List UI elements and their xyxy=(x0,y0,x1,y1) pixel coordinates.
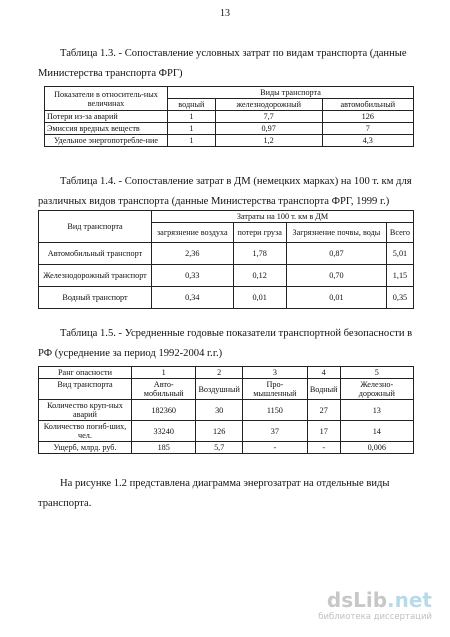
table-cell: 0,006 xyxy=(340,442,413,454)
watermark-logo-tld: .net xyxy=(387,588,432,612)
table-cell: - xyxy=(242,442,307,454)
table-cell: 33240 xyxy=(132,421,196,442)
table-cell: 0,34 xyxy=(152,287,234,309)
table-cell: 1150 xyxy=(242,400,307,421)
dslib-watermark xyxy=(318,588,432,624)
table-1-4 xyxy=(38,210,414,309)
table-row xyxy=(39,287,414,309)
table-cell: 1 xyxy=(168,123,216,135)
row-label: Количество погиб-ших, чел. xyxy=(39,421,132,442)
transport-type-header: Про-мышленный xyxy=(242,379,307,400)
row-label: Количество круп-ных аварий xyxy=(39,400,132,421)
table-cell: 27 xyxy=(307,400,340,421)
table3-type-label: Вид транспорта xyxy=(39,379,132,400)
table-cell: 1 xyxy=(168,111,216,123)
table-cell: 5,01 xyxy=(386,243,413,265)
table-row xyxy=(45,135,414,147)
closing-line2: транспорта. xyxy=(38,498,92,509)
watermark-logo xyxy=(327,588,432,612)
table-cell: 0,87 xyxy=(286,243,386,265)
closing-line1: На рисунке 1.2 представлена диаграмма энергозатрат на отдельные виды xyxy=(60,478,390,489)
table1-col-header: автомобильный xyxy=(322,99,413,111)
transport-type-header: Авто-мобильный xyxy=(132,379,196,400)
table-cell: 0,33 xyxy=(152,265,234,287)
transport-type-header: Водный xyxy=(307,379,340,400)
watermark-logo-main: dsLib xyxy=(326,588,388,612)
table-cell: 0,01 xyxy=(233,287,286,309)
table-row xyxy=(45,111,414,123)
table-cell: 7,7 xyxy=(215,111,322,123)
table1-col-header: водный xyxy=(168,99,216,111)
rank-header: 2 xyxy=(196,367,242,379)
table-cell: 0,70 xyxy=(286,265,386,287)
row-label: Удельное энергопотребле-ние xyxy=(45,135,168,147)
table-cell: 30 xyxy=(196,400,242,421)
table-cell: 14 xyxy=(340,421,413,442)
table-1-3 xyxy=(44,86,414,147)
table-cell: 126 xyxy=(322,111,413,123)
table-cell: 1,15 xyxy=(386,265,413,287)
row-label: Потери из-за аварий xyxy=(45,111,168,123)
table-row xyxy=(39,442,414,454)
transport-type-header: Железно-дорожный xyxy=(340,379,413,400)
table-cell: 182360 xyxy=(132,400,196,421)
closing-paragraph xyxy=(38,474,418,514)
table-cell: 0,01 xyxy=(286,287,386,309)
table2-caption-line2: различных видов транспорта (данные Министерства транспорта ФРГ, 1999 г.) xyxy=(38,196,390,207)
table3-caption xyxy=(38,324,418,364)
table1-caption-line2: Министерства транспорта ФРГ) xyxy=(38,68,183,79)
table2-caption-line1: Таблица 1.4. - Сопоставление затрат в ДМ (немецких марках) на 100 т. км для xyxy=(60,176,412,187)
rank-header: 5 xyxy=(340,367,413,379)
table-cell: 0,12 xyxy=(233,265,286,287)
table-row xyxy=(39,243,414,265)
row-label: Ущерб, млрд. руб. xyxy=(39,442,132,454)
table-cell: 1,2 xyxy=(215,135,322,147)
table2-col-header: Всего xyxy=(386,223,413,243)
table1-caption-line1: Таблица 1.3. - Сопоставление условных затрат по видам транспорта (данные xyxy=(60,48,407,59)
table2-corner-header: Вид транспорта xyxy=(39,211,152,243)
row-label: Автомобильный транспорт xyxy=(39,243,152,265)
table1-group-header: Виды транспорта xyxy=(168,87,414,99)
row-label: Эмиссия вредных веществ xyxy=(45,123,168,135)
transport-type-header: Воздушный xyxy=(196,379,242,400)
table-cell: 17 xyxy=(307,421,340,442)
watermark-subtitle: библиотека диссертаций xyxy=(318,612,432,622)
table1-col-header: железнодорожный xyxy=(215,99,322,111)
table-row xyxy=(45,123,414,135)
table-cell: 0,97 xyxy=(215,123,322,135)
table-cell: 0,35 xyxy=(386,287,413,309)
table-cell: 1,78 xyxy=(233,243,286,265)
table-row xyxy=(39,400,414,421)
table-cell: 7 xyxy=(322,123,413,135)
table-cell: 5,7 xyxy=(196,442,242,454)
table2-col-header: Загрязнение почвы, воды xyxy=(286,223,386,243)
row-label: Водный транспорт xyxy=(39,287,152,309)
table-row xyxy=(39,421,414,442)
table-row xyxy=(39,265,414,287)
table3-caption-line2: РФ (усреднение за период 1992-2004 г.г.) xyxy=(38,348,223,359)
table2-col-header: загрязнение воздуха xyxy=(152,223,234,243)
table2-group-header: Затраты на 100 т. км в ДМ xyxy=(152,211,414,223)
table2-col-header: потери груза xyxy=(233,223,286,243)
table-cell: 13 xyxy=(340,400,413,421)
rank-header: 3 xyxy=(242,367,307,379)
table-cell: - xyxy=(307,442,340,454)
table1-caption xyxy=(38,44,418,84)
table3-rank-label: Ранг опасности xyxy=(39,367,132,379)
rank-header: 1 xyxy=(132,367,196,379)
table3-caption-line1: Таблица 1.5. - Усредненные годовые показатели транспортной безопасности в xyxy=(60,328,413,339)
table1-corner-header: Показатели в относитель-ных величинах xyxy=(45,87,168,111)
table-cell: 2,36 xyxy=(152,243,234,265)
rank-header: 4 xyxy=(307,367,340,379)
table-cell: 4,3 xyxy=(322,135,413,147)
table-cell: 1 xyxy=(168,135,216,147)
page-number: 13 xyxy=(220,8,230,19)
table-cell: 37 xyxy=(242,421,307,442)
table-cell: 185 xyxy=(132,442,196,454)
table-1-5 xyxy=(38,366,414,454)
table2-caption xyxy=(38,172,418,212)
row-label: Железнодорожный транспорт xyxy=(39,265,152,287)
table-cell: 126 xyxy=(196,421,242,442)
